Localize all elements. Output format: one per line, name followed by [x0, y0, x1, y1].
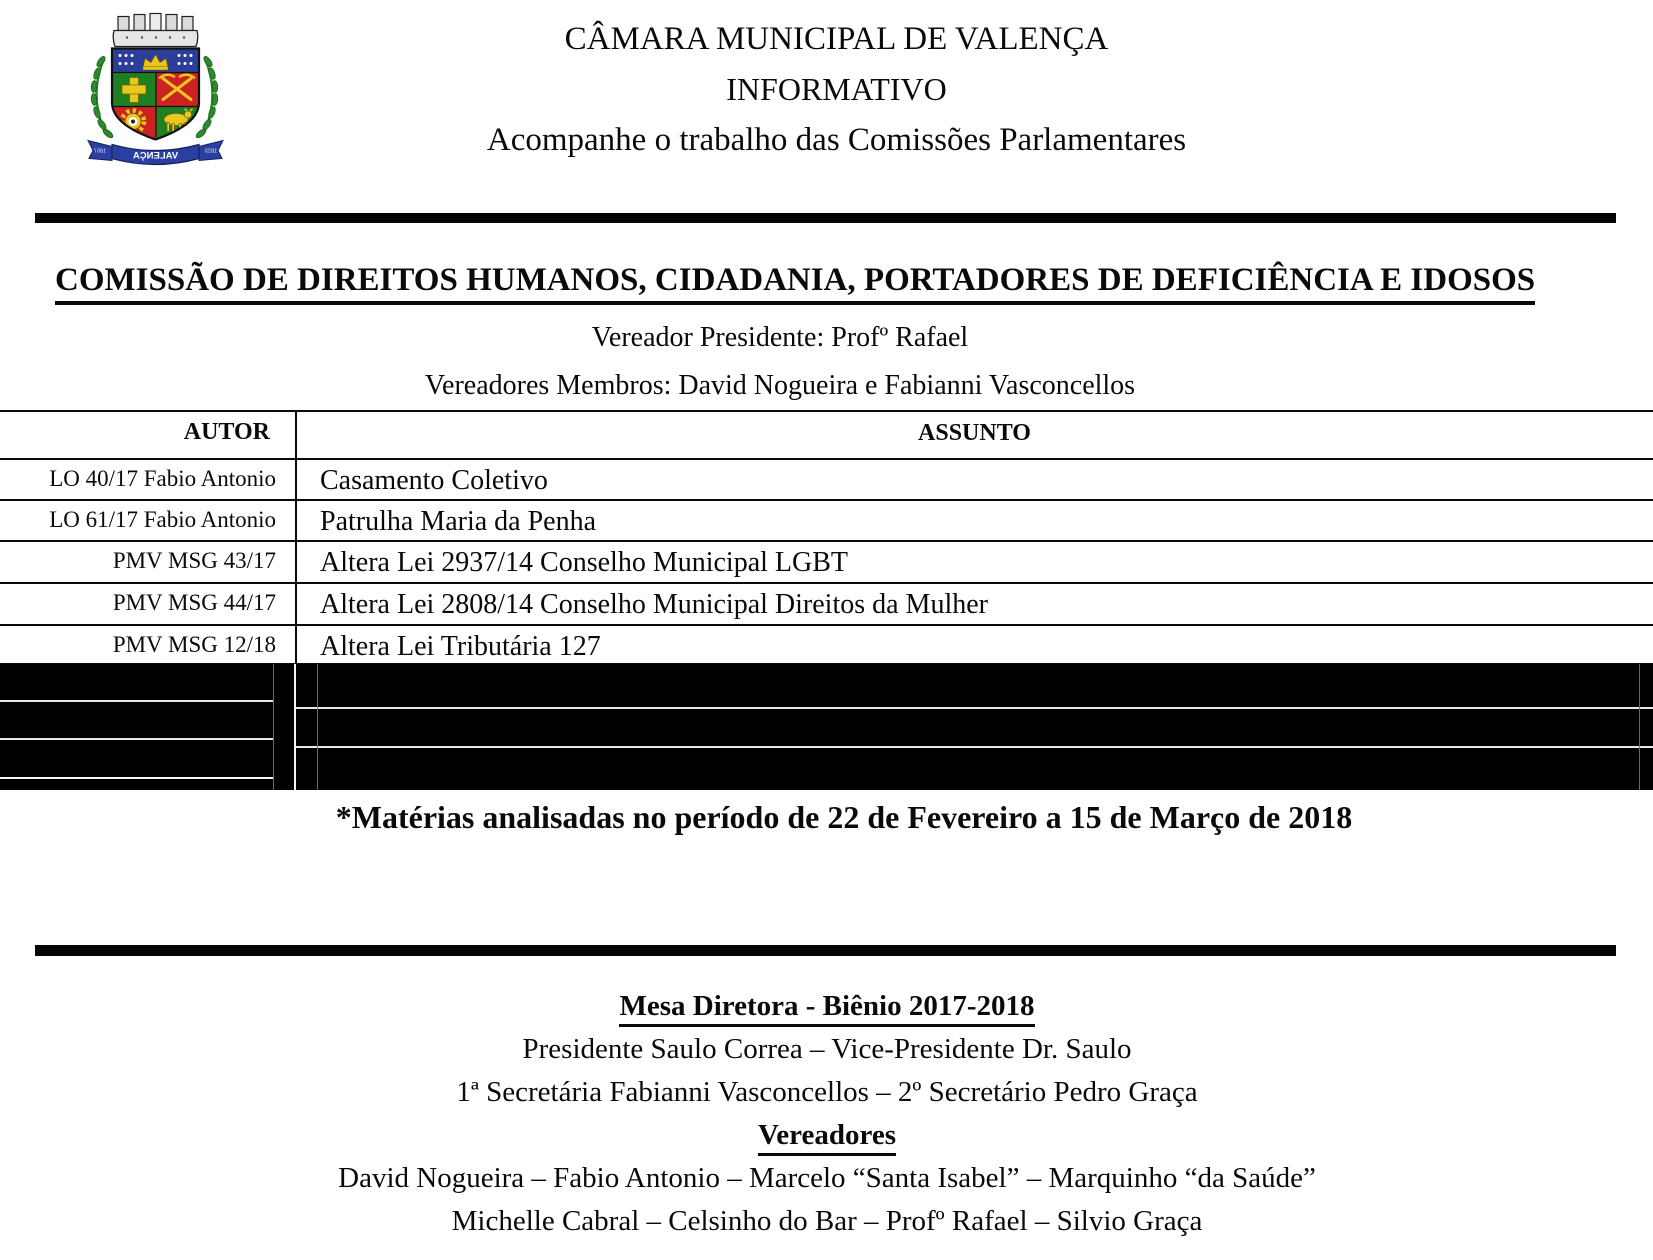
cell-assunto: Altera Lei 2937/14 Conselho Municipal LGBT — [320, 547, 849, 578]
table-column-divider — [295, 410, 297, 664]
redacted-divider-line — [317, 664, 318, 790]
cell-autor: PMV MSG 44/17 — [112, 590, 276, 615]
cell-assunto: Altera Lei Tributária 127 — [320, 631, 601, 662]
table-row — [0, 460, 1653, 501]
redacted-divider-line — [273, 664, 274, 790]
mesa-line-president: Presidente Saulo Correa – Vice-Presidente Dr. Saulo — [522, 1033, 1132, 1065]
cell-autor: PMV MSG 43/17 — [112, 548, 276, 573]
separator-bar-top — [35, 213, 1616, 223]
column-header-assunto: ASSUNTO — [918, 420, 1031, 446]
document-header — [20, 14, 1653, 166]
mesa-line-secretaries: 1ª Secretária Fabianni Vasconcellos – 2º Secretário Pedro Graça — [456, 1076, 1198, 1108]
table-header-row — [0, 412, 1653, 460]
page-title: CÂMARA MUNICIPAL DE VALENÇA — [564, 21, 1109, 57]
cell-autor: PMV MSG 12/18 — [112, 632, 276, 657]
cell-autor: LO 61/17 Fabio Antonio — [49, 507, 276, 532]
redacted-divider-line — [294, 664, 296, 790]
column-header-autor: AUTOR — [183, 419, 270, 445]
cell-assunto: Altera Lei 2808/14 Conselho Municipal Direitos da Mulher — [320, 589, 988, 620]
cell-assunto: Patrulha Maria da Penha — [320, 506, 597, 537]
period-note: *Matérias analisadas no período de 22 de Fevereiro a 15 de Março de 2018 — [335, 799, 1353, 835]
table-row — [0, 542, 1653, 584]
page-subtitle: INFORMATIVO — [726, 71, 947, 107]
cell-autor: LO 40/17 Fabio Antonio — [49, 466, 276, 491]
redacted-divider-line — [1639, 664, 1640, 790]
vereadores-line-1: David Nogueira – Fabio Antonio – Marcelo “Santa Isabel” – Marquinho “da Saúde” — [338, 1162, 1316, 1194]
table-row — [0, 584, 1653, 626]
vereadores-line-2: Michelle Cabral – Celsinho do Bar – Profº Rafael – Silvio Graça — [451, 1205, 1203, 1237]
ribbon-year-left: 1857 — [93, 148, 107, 155]
vereadores-heading: Vereadores — [12, 1114, 1642, 1157]
commission-president-line: Vereador Presidente: Profº Rafael — [591, 322, 969, 353]
document-footer — [12, 985, 1642, 1243]
commission-title: COMISSÃO DE DIREITOS HUMANOS, CIDADANIA, PORTADORES DE DEFICIÊNCIA E IDOSOS — [55, 262, 1615, 299]
table-row — [0, 626, 1653, 666]
table-row — [0, 501, 1653, 542]
redacted-row-line — [296, 746, 1653, 748]
separator-bar-bottom — [35, 945, 1616, 956]
redacted-row-line — [0, 777, 273, 779]
redacted-row-line — [0, 738, 273, 740]
ribbon-year-right: 1823 — [204, 148, 218, 155]
matters-table — [0, 410, 1653, 666]
mesa-diretora-heading: Mesa Diretora - Biênio 2017-2018 — [12, 985, 1642, 1028]
redacted-rows-band — [0, 664, 1653, 790]
page-tagline: Acompanhe o trabalho das Comissões Parlamentares — [486, 122, 1187, 158]
cell-assunto: Casamento Coletivo — [320, 465, 548, 496]
ribbon-text: VALENÇA — [132, 150, 179, 162]
redacted-row-line — [0, 700, 273, 702]
redacted-row-line — [296, 707, 1653, 709]
commission-members-line: Vereadores Membros: David Nogueira e Fabianni Vasconcellos — [424, 370, 1136, 401]
